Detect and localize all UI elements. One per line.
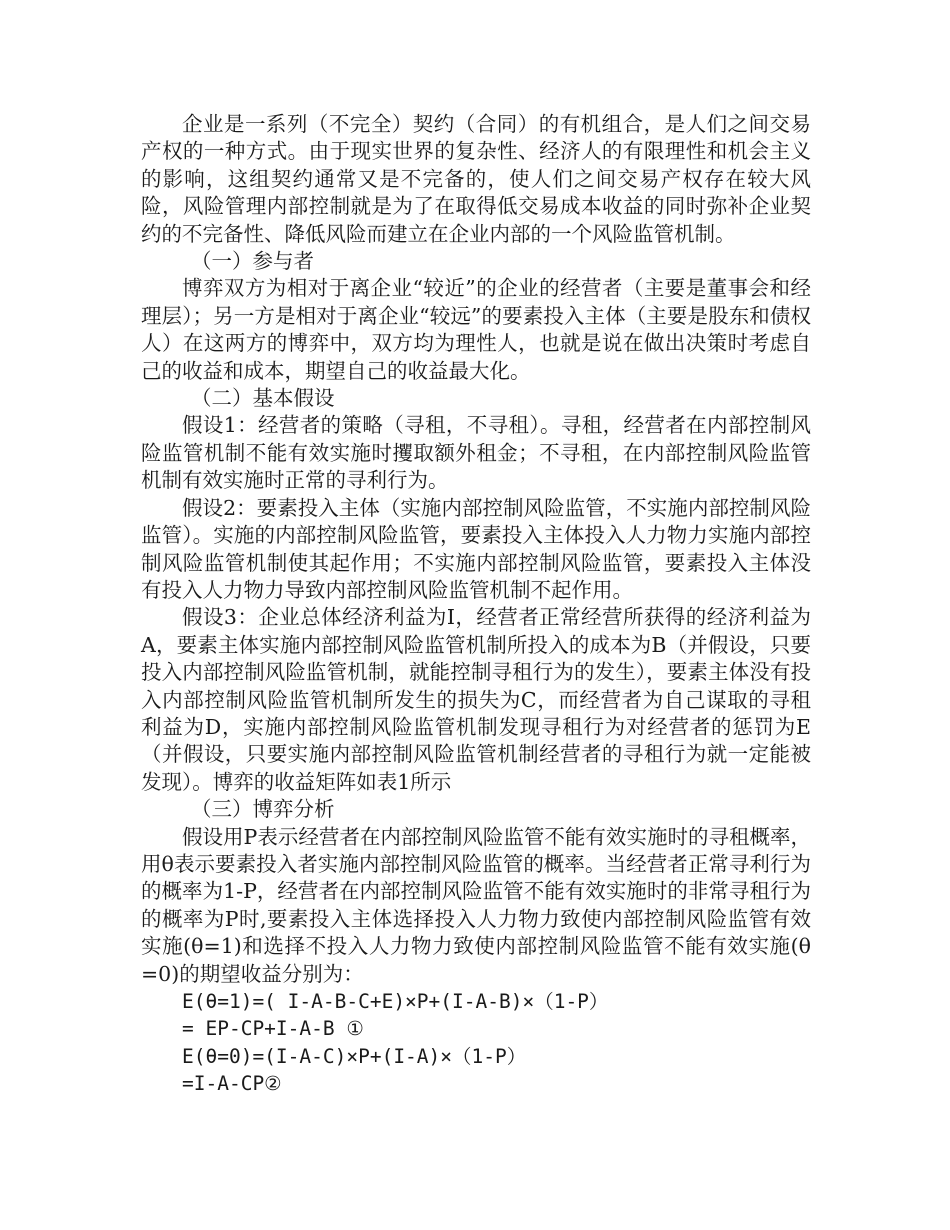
intro-paragraph: 企业是一系列（不完全）契约（合同）的有机组合，是人们之间交易产权的一种方式。由于现实世界的复杂性、经济人的有限理性和机会主义的影响，这组契约通常又是不完备的，使人们之间交易产权存在较大风险，风险管理内部控制就是为了在取得低交易成本收益的同时弥补企业契约的不完备性、降低风险而建立在企业内部的一个风险监管机制。 bbox=[141, 112, 811, 246]
formula-line-3: E(θ=0)=(I-A-C)×P+(I-A)×（1-P） bbox=[182, 1044, 527, 1068]
document-page bbox=[141, 111, 811, 1098]
participants-paragraph: 博弈双方为相对于离企业“较近”的企业的经营者（主要是董事会和经理层）；另一方是相对于离企业“较远”的要素投入主体（主要是股东和债权人）在这两方的博弈中，双方均为理性人，也就是说在做出决策时考虑自己的收益和成本，期望自己的收益最大化。 bbox=[141, 276, 811, 383]
section-heading-participants: （一）参与者 bbox=[191, 249, 314, 274]
formula-line-2: = EP-CP+I-A-B ① bbox=[182, 1017, 364, 1041]
formula-line-1: E(θ=1)=( I-A-B-C+E)×P+(I-A-B)×（1-P） bbox=[182, 990, 609, 1013]
assumption-2-paragraph: 假设2：要素投入主体（实施内部控制风险监管，不实施内部控制风险监管）。实施的内部控制风险监管，要素投入主体投入人力物力实施内部控制风险监管机制使其起作用；不实施内部控制风险监管，要素投入主体没有投入人力物力导致内部控制风险监管机制不起作用。 bbox=[141, 495, 811, 602]
formula-line-4: =I-A-CP② bbox=[182, 1072, 282, 1096]
section-heading-analysis: （三）博弈分析 bbox=[191, 797, 335, 822]
analysis-paragraph: 假设用P表示经营者在内部控制风险监管不能有效实施时的寻租概率，用θ表示要素投入者实施内部控制风险监管的概率。当经营者正常寻利行为的概率为1-P，经营者在内部控制风险监管不能有效实施时的非常寻租行为的概率为P时,要素投入主体选择投入人力物力致使内部控制风险监管有效实施(θ=1)和选择不投入人力物力致使内部控制风险监管不能有效实施(θ=0)的期望收益分别为： bbox=[141, 824, 811, 986]
section-heading-assumptions: （二）基本假设 bbox=[191, 386, 335, 411]
assumption-3-paragraph: 假设3：企业总体经济利益为I，经营者正常经营所获得的经济利益为A，要素主体实施内部控制风险监管机制所投入的成本为B（并假设，只要投入内部控制风险监管机制，就能控制寻租行为的发生），要素主体没有投入内部控制风险监管机制所发生的损失为C，而经营者为自己谋取的寻租利益为D，实施内部控制风险监管机制发现寻租行为对经营者的惩罚为E（并假设，只要实施内部控制风险监管机制经营者的寻租行为就一定能被发现）。博弈的收益矩阵如表1所示 bbox=[141, 605, 811, 794]
assumption-1-paragraph: 假设1：经营者的策略（寻租，不寻租）。寻租，经营者在内部控制风险监管机制不能有效实施时攫取额外租金；不寻租，在内部控制风险监管机制有效实施时正常的寻利行为。 bbox=[141, 413, 811, 493]
